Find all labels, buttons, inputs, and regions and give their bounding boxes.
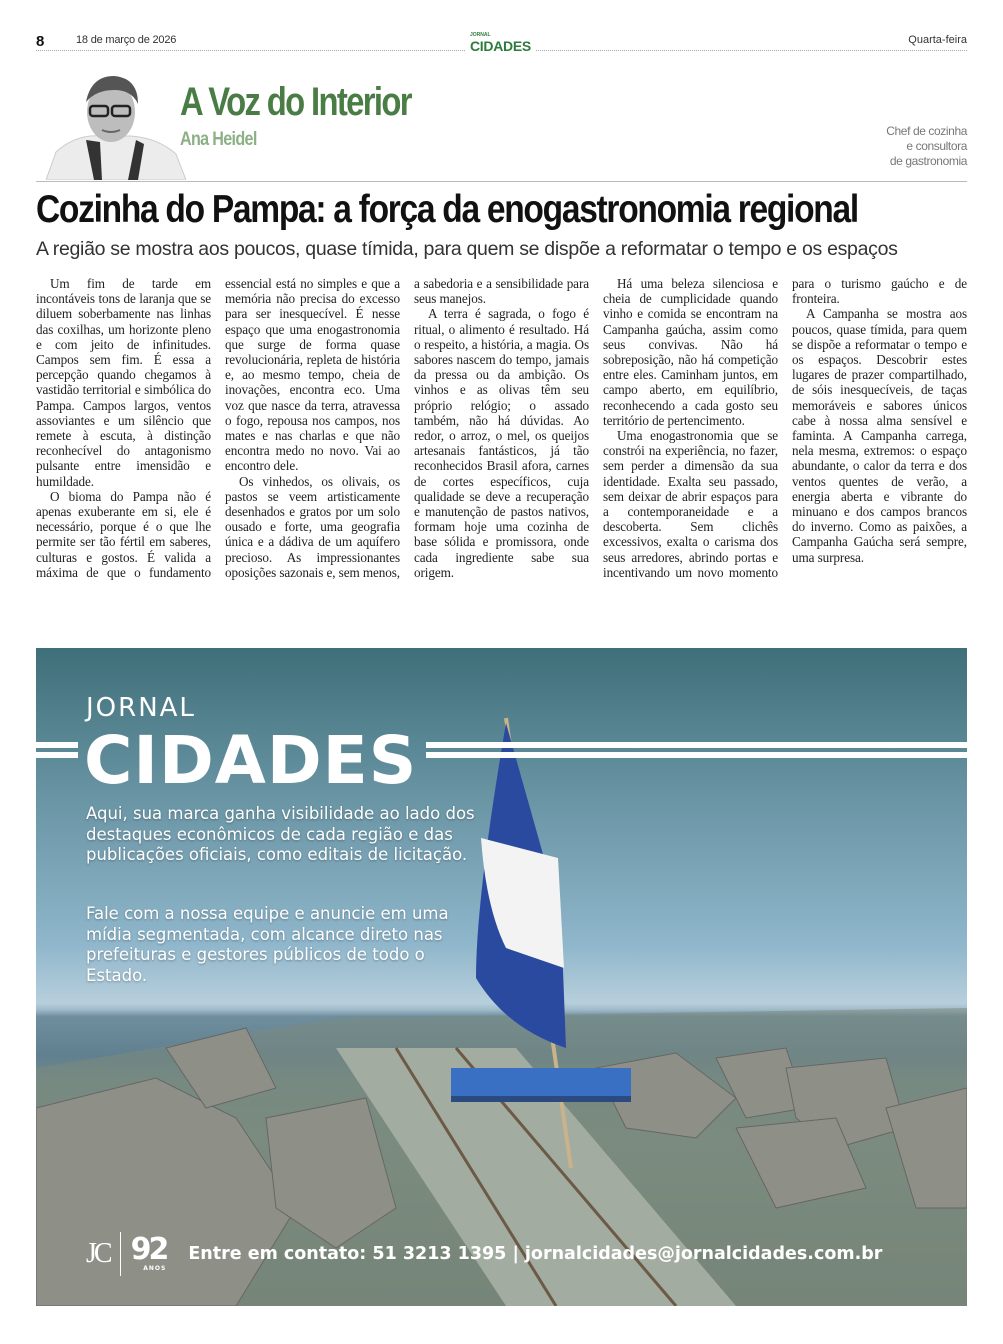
author-role-line: e consultora <box>906 139 967 153</box>
logo-top: JORNAL <box>470 32 491 38</box>
article-paragraph: Os vinhedos, os olivais, os pastos se veem artisticamente desenhados e gratos por um solo ousado e forte, uma geografia única e a dádiva de um aquífero precioso. As impressionantes oposições sazonais e, sem menos, a sabedoria e a sensibilidade para seus manejos. <box>225 276 589 580</box>
issue-date: 18 de março de 2026 <box>76 34 177 46</box>
ad-footer <box>86 1232 882 1276</box>
ad-contact[interactable]: Entre em contato: 51 3213 1395 | jornalcidades@jornalcidades.com.br <box>188 1244 883 1264</box>
ad-text-2: Fale com a nossa equipe e anuncie em uma mídia segmentada, com alcance direto nas prefeituras e gestores públicos de todo o Estado. <box>86 904 449 985</box>
advertisement[interactable] <box>36 648 967 1306</box>
article-paragraph: O bioma do Pampa não é apenas exuberante em si, ele é necessário, porque é o que lhe permite ser tão fértil em saberes, culturas e gostos. É valida a máxima de que o fundamento essencial está no simples e que a memória não precisa do excesso para ser inesquecível. É nesse espaço que uma enogastronomia que surge de forma quase revolucionária, repleta de história e, ao mesmo tempo, cheia de inovações, encontra eco. Uma voz que nasce da terra, atravessa o fogo, repousa nos campos, nos mates e nas charlas e que não encontra medo no novo. Vai ao encontro dele. <box>36 276 400 580</box>
author-role-line: Chef de cozinha <box>886 124 967 138</box>
author-role-line: de gastronomia <box>889 154 967 168</box>
article-body <box>36 276 967 580</box>
article-paragraph: A terra é sagrada, o fogo é ritual, o alimento é resultado. Há o respeito, a história, a magia. Os sabores nascem do tempo, jamais da pressa ou da ambição. Os vinhos e as olivas têm seu próprio relógio; o assado também, não há dúvidas. Ao redor, o arroz, o mel, os queijos artesanais fantásticos, já tão reconhecidos Brasil afora, carnes de cortes específicos, cuja qualidade se deve a recuperação e manutenção de pastos nativos, formam hoje uma cozinha de base sólida e promissora, onde cada ingrediente sabe sua origem. <box>414 306 589 580</box>
jc-logo: JC <box>86 1238 110 1269</box>
ad-text-1: Aqui, sua marca ganha visibilidade ao lado dos destaques econômicos de cada região e das publicações oficiais, como editais de licitação. <box>86 804 475 864</box>
ad-stripe <box>36 752 78 758</box>
years-number: 92 <box>130 1232 167 1267</box>
article-paragraph: Um fim de tarde em incontáveis tons de laranja que se diluem soberbamente nas linhas das coxilhas, um horizonte pleno e com jeito de infinitudes. Campos sem fim. É essa a percepção quando chegamos à vastidão territorial e simbólica do Pampa. Campos largos, ventos assoviantes e um silêncio que remete à escuta, à distinção reconhecível do antagonismo pulsante entre imensidão e humildade. <box>36 276 211 489</box>
author-role <box>886 124 967 169</box>
newspaper-logo <box>466 32 535 54</box>
logo-main: CIDADES <box>470 38 531 54</box>
weekday: Quarta-feira <box>908 34 967 46</box>
anniversary-badge <box>130 1232 167 1273</box>
article-paragraph: Há uma beleza silenciosa e cheia de cumplicidade quando vinho e comida se encontram na Campanha gaúcha, assim como seus convivas. Não há sobreposição, não há competição entre eles. Caminham juntos, em campo aberto, em equilíbrio, reconhecendo a cada gosto seu território de pertencimento. <box>603 276 778 428</box>
page-number: 8 <box>36 33 45 50</box>
years-label: ANOS <box>143 1265 167 1272</box>
article-subheadline: A região se mostra aos poucos, quase tímida, para quem se dispõe a reformatar o tempo e os espaços <box>36 238 898 260</box>
ad-stripe <box>426 742 967 748</box>
ad-stripe <box>36 742 78 748</box>
section-divider <box>36 181 967 182</box>
column-title: A Voz do Interior <box>180 80 411 124</box>
article-headline: Cozinha do Pampa: a força da enogastronomia regional <box>36 188 858 231</box>
ad-stripe <box>426 752 967 758</box>
column-author: Ana Heidel <box>180 129 257 150</box>
author-portrait <box>46 72 186 180</box>
article-paragraph: Uma enogastronomia que se constrói na experiência, no fazer, sem perder a dimensão da sua identidade. Exalta seu passado, sem deixar de abrir espaços para a contemporaneidade e a descoberta. Sem clichês excessivos, exalta o carisma dos seus arredores, abrindo portas e incentivando um novo momento para o turismo gaúcho e de fronteira. <box>603 276 967 580</box>
article-paragraph: A Campanha se mostra aos poucos, quase tímida, para quem se dispõe a reformatar o tempo e os espaços. Descobrir estes lugares de prazer compartilhado, de sóis inesquecíveis, de taças memoráveis e sabores únicos cabe à nossa alma sensível e faminta. A Campanha carrega, nela mesma, extremos: o espaço abundante, o calor da terra e dos ventos quentes de verão, a energia aberta e vibrante do minuano e dos campos brancos do inverno. Como as paixões, a Campanha Gaúcha será sempre, uma surpresa. <box>792 306 967 565</box>
ad-brand-top: JORNAL <box>86 693 196 723</box>
ad-brand-main: CIDADES <box>84 722 418 799</box>
logo-separator <box>120 1232 121 1276</box>
